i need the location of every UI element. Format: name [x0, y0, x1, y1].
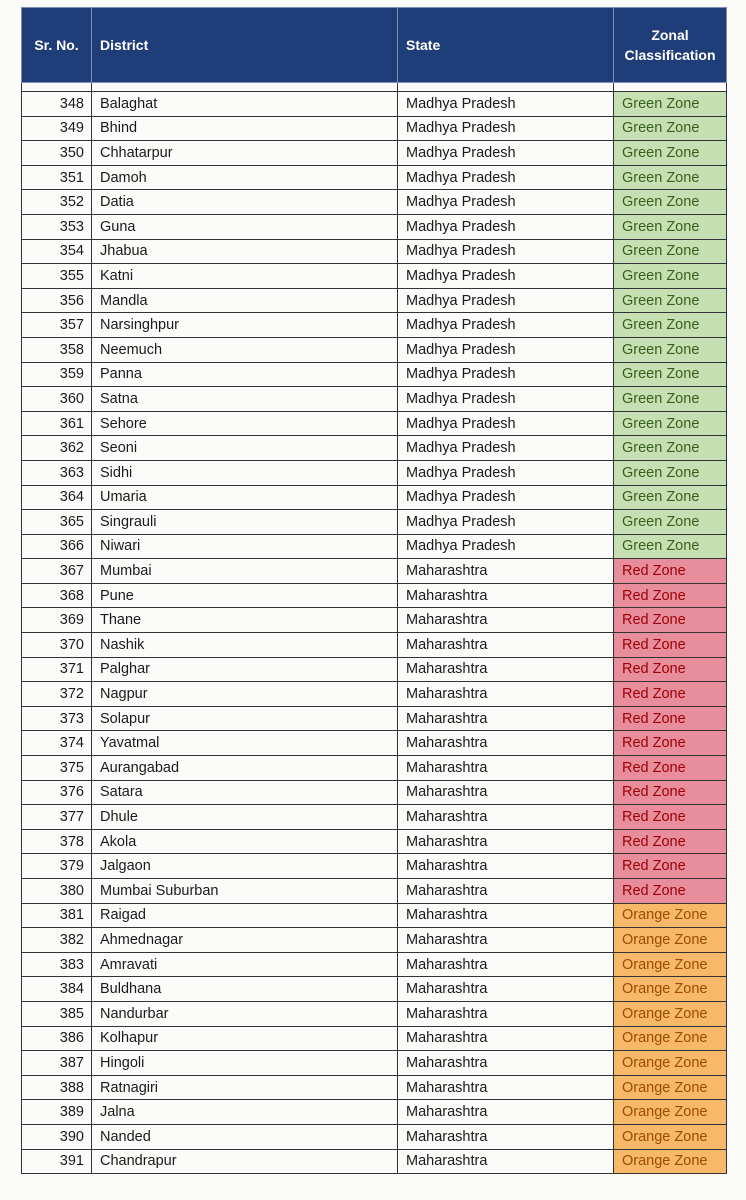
district-cell: Neemuch [92, 337, 398, 362]
sr-no-cell: 376 [22, 780, 92, 805]
district-cell: Ratnagiri [92, 1075, 398, 1100]
state-cell: Maharashtra [398, 682, 614, 707]
sr-no-cell: 378 [22, 829, 92, 854]
zone-cell: Red Zone [614, 780, 727, 805]
zone-cell: Orange Zone [614, 952, 727, 977]
state-cell: Madhya Pradesh [398, 288, 614, 313]
table-header [22, 8, 727, 83]
table-row [22, 928, 727, 953]
sr-no-cell: 363 [22, 460, 92, 485]
state-cell: Maharashtra [398, 977, 614, 1002]
spacer-cell [614, 83, 727, 92]
table-row [22, 756, 727, 781]
state-cell: Madhya Pradesh [398, 92, 614, 117]
sr-no-cell: 364 [22, 485, 92, 510]
zonal-classification-table [21, 7, 727, 1174]
zone-cell: Orange Zone [614, 1051, 727, 1076]
sr-no-cell: 355 [22, 264, 92, 289]
district-cell: Chhatarpur [92, 141, 398, 166]
district-cell: Jalna [92, 1100, 398, 1125]
state-cell: Maharashtra [398, 1051, 614, 1076]
district-cell: Solapur [92, 706, 398, 731]
district-cell: Niwari [92, 534, 398, 559]
sr-no-cell: 368 [22, 583, 92, 608]
state-cell: Madhya Pradesh [398, 214, 614, 239]
sr-no-cell: 358 [22, 337, 92, 362]
zone-cell: Red Zone [614, 756, 727, 781]
sr-no-cell: 387 [22, 1051, 92, 1076]
zone-cell: Green Zone [614, 387, 727, 412]
zone-cell: Orange Zone [614, 977, 727, 1002]
sr-no-cell: 350 [22, 141, 92, 166]
district-cell: Dhule [92, 805, 398, 830]
sr-no-cell: 356 [22, 288, 92, 313]
state-cell: Maharashtra [398, 633, 614, 658]
state-cell: Madhya Pradesh [398, 534, 614, 559]
state-cell: Maharashtra [398, 854, 614, 879]
sr-no-cell: 380 [22, 879, 92, 904]
zone-cell: Green Zone [614, 214, 727, 239]
state-cell: Maharashtra [398, 1026, 614, 1051]
table-body [22, 83, 727, 1174]
table-row [22, 214, 727, 239]
district-cell: Jalgaon [92, 854, 398, 879]
sr-no-cell: 362 [22, 436, 92, 461]
district-cell: Aurangabad [92, 756, 398, 781]
district-cell: Sehore [92, 411, 398, 436]
state-cell: Maharashtra [398, 903, 614, 928]
district-cell: Datia [92, 190, 398, 215]
sr-no-cell: 391 [22, 1149, 92, 1174]
table-row [22, 485, 727, 510]
table-row [22, 92, 727, 117]
zone-cell: Green Zone [614, 141, 727, 166]
zone-cell: Green Zone [614, 190, 727, 215]
state-cell: Maharashtra [398, 657, 614, 682]
table-row [22, 313, 727, 338]
zone-cell: Green Zone [614, 264, 727, 289]
state-cell: Maharashtra [398, 756, 614, 781]
header-zonal-classification [614, 8, 727, 83]
header-state: State [398, 8, 614, 83]
zone-cell: Red Zone [614, 805, 727, 830]
sr-no-cell: 359 [22, 362, 92, 387]
sr-no-cell: 367 [22, 559, 92, 584]
zone-cell: Green Zone [614, 313, 727, 338]
zone-cell: Red Zone [614, 657, 727, 682]
sr-no-cell: 377 [22, 805, 92, 830]
sr-no-cell: 388 [22, 1075, 92, 1100]
spacer-cell [92, 83, 398, 92]
state-cell: Maharashtra [398, 1075, 614, 1100]
state-cell: Madhya Pradesh [398, 510, 614, 535]
table-row [22, 337, 727, 362]
header-zonal-line1: Zonal [651, 27, 689, 43]
district-cell: Ahmednagar [92, 928, 398, 953]
zone-cell: Green Zone [614, 116, 727, 141]
sr-no-cell: 382 [22, 928, 92, 953]
state-cell: Maharashtra [398, 805, 614, 830]
table-row [22, 608, 727, 633]
sr-no-cell: 390 [22, 1124, 92, 1149]
state-cell: Madhya Pradesh [398, 116, 614, 141]
sr-no-cell: 348 [22, 92, 92, 117]
district-cell: Chandrapur [92, 1149, 398, 1174]
table-row [22, 116, 727, 141]
state-cell: Madhya Pradesh [398, 239, 614, 264]
district-cell: Mumbai Suburban [92, 879, 398, 904]
zone-cell: Red Zone [614, 559, 727, 584]
state-cell: Maharashtra [398, 829, 614, 854]
spacer-cell [22, 83, 92, 92]
table-row [22, 1075, 727, 1100]
zone-cell: Orange Zone [614, 1149, 727, 1174]
sr-no-cell: 383 [22, 952, 92, 977]
spacer-cell [398, 83, 614, 92]
state-cell: Madhya Pradesh [398, 264, 614, 289]
state-cell: Maharashtra [398, 780, 614, 805]
table-row [22, 239, 727, 264]
zone-cell: Green Zone [614, 460, 727, 485]
zone-cell: Red Zone [614, 854, 727, 879]
state-cell: Maharashtra [398, 731, 614, 756]
state-cell: Madhya Pradesh [398, 436, 614, 461]
zone-cell: Orange Zone [614, 1026, 727, 1051]
sr-no-cell: 372 [22, 682, 92, 707]
zone-cell: Red Zone [614, 829, 727, 854]
district-cell: Palghar [92, 657, 398, 682]
zone-cell: Orange Zone [614, 1075, 727, 1100]
zone-cell: Red Zone [614, 879, 727, 904]
district-cell: Balaghat [92, 92, 398, 117]
state-cell: Maharashtra [398, 559, 614, 584]
sr-no-cell: 349 [22, 116, 92, 141]
table-row [22, 460, 727, 485]
sr-no-cell: 366 [22, 534, 92, 559]
district-cell: Thane [92, 608, 398, 633]
state-cell: Madhya Pradesh [398, 337, 614, 362]
district-cell: Nashik [92, 633, 398, 658]
district-cell: Mandla [92, 288, 398, 313]
sr-no-cell: 379 [22, 854, 92, 879]
table-row [22, 436, 727, 461]
zone-cell: Green Zone [614, 239, 727, 264]
table-row [22, 805, 727, 830]
zone-cell: Red Zone [614, 682, 727, 707]
table-row [22, 411, 727, 436]
table-row [22, 190, 727, 215]
district-cell: Raigad [92, 903, 398, 928]
zone-cell: Red Zone [614, 583, 727, 608]
state-cell: Madhya Pradesh [398, 313, 614, 338]
zone-cell: Green Zone [614, 510, 727, 535]
zone-cell: Red Zone [614, 633, 727, 658]
district-cell: Nandurbar [92, 1001, 398, 1026]
state-cell: Madhya Pradesh [398, 141, 614, 166]
table-row [22, 879, 727, 904]
district-cell: Narsinghpur [92, 313, 398, 338]
district-cell: Yavatmal [92, 731, 398, 756]
table-row [22, 387, 727, 412]
zone-cell: Orange Zone [614, 1001, 727, 1026]
district-cell: Satna [92, 387, 398, 412]
district-cell: Singrauli [92, 510, 398, 535]
sr-no-cell: 374 [22, 731, 92, 756]
district-cell: Guna [92, 214, 398, 239]
table-row [22, 977, 727, 1002]
zone-cell: Orange Zone [614, 1100, 727, 1125]
zone-cell: Orange Zone [614, 903, 727, 928]
table-row [22, 1026, 727, 1051]
table-row [22, 706, 727, 731]
state-cell: Maharashtra [398, 1001, 614, 1026]
sr-no-cell: 370 [22, 633, 92, 658]
sr-no-cell: 385 [22, 1001, 92, 1026]
table-row [22, 731, 727, 756]
table-row [22, 780, 727, 805]
header-row [22, 8, 727, 83]
table-row [22, 510, 727, 535]
table-row [22, 1149, 727, 1174]
sr-no-cell: 351 [22, 165, 92, 190]
zone-cell: Green Zone [614, 485, 727, 510]
table-row [22, 903, 727, 928]
district-cell: Damoh [92, 165, 398, 190]
zone-cell: Green Zone [614, 534, 727, 559]
district-cell: Amravati [92, 952, 398, 977]
state-cell: Maharashtra [398, 583, 614, 608]
zone-cell: Green Zone [614, 288, 727, 313]
zone-cell: Red Zone [614, 731, 727, 756]
zone-cell: Green Zone [614, 337, 727, 362]
state-cell: Maharashtra [398, 879, 614, 904]
spacer-row [22, 83, 727, 92]
table-row [22, 1051, 727, 1076]
zone-cell: Orange Zone [614, 1124, 727, 1149]
sr-no-cell: 360 [22, 387, 92, 412]
district-cell: Seoni [92, 436, 398, 461]
zone-cell: Green Zone [614, 436, 727, 461]
state-cell: Maharashtra [398, 1149, 614, 1174]
table-row [22, 362, 727, 387]
state-cell: Madhya Pradesh [398, 190, 614, 215]
table-row [22, 1001, 727, 1026]
district-cell: Nagpur [92, 682, 398, 707]
zone-cell: Red Zone [614, 706, 727, 731]
sr-no-cell: 354 [22, 239, 92, 264]
state-cell: Maharashtra [398, 706, 614, 731]
zone-cell: Red Zone [614, 608, 727, 633]
district-cell: Kolhapur [92, 1026, 398, 1051]
sr-no-cell: 357 [22, 313, 92, 338]
table-row [22, 952, 727, 977]
district-cell: Sidhi [92, 460, 398, 485]
table-row [22, 682, 727, 707]
state-cell: Madhya Pradesh [398, 460, 614, 485]
state-cell: Madhya Pradesh [398, 387, 614, 412]
state-cell: Maharashtra [398, 928, 614, 953]
district-cell: Jhabua [92, 239, 398, 264]
table-row [22, 559, 727, 584]
district-cell: Mumbai [92, 559, 398, 584]
sr-no-cell: 373 [22, 706, 92, 731]
state-cell: Madhya Pradesh [398, 362, 614, 387]
zone-cell: Green Zone [614, 362, 727, 387]
district-cell: Akola [92, 829, 398, 854]
district-cell: Pune [92, 583, 398, 608]
table-row [22, 288, 727, 313]
district-cell: Hingoli [92, 1051, 398, 1076]
header-district: District [92, 8, 398, 83]
state-cell: Maharashtra [398, 1100, 614, 1125]
state-cell: Madhya Pradesh [398, 165, 614, 190]
sr-no-cell: 365 [22, 510, 92, 535]
sr-no-cell: 389 [22, 1100, 92, 1125]
sr-no-cell: 371 [22, 657, 92, 682]
table-row [22, 657, 727, 682]
table-row [22, 1100, 727, 1125]
zone-cell: Orange Zone [614, 928, 727, 953]
table-row [22, 854, 727, 879]
sr-no-cell: 386 [22, 1026, 92, 1051]
header-zonal-line2: Classification [624, 47, 716, 63]
sr-no-cell: 381 [22, 903, 92, 928]
district-cell: Katni [92, 264, 398, 289]
document-page [21, 7, 726, 1174]
table-row [22, 633, 727, 658]
state-cell: Maharashtra [398, 608, 614, 633]
table-row [22, 165, 727, 190]
sr-no-cell: 375 [22, 756, 92, 781]
district-cell: Nanded [92, 1124, 398, 1149]
state-cell: Madhya Pradesh [398, 411, 614, 436]
zone-cell: Green Zone [614, 165, 727, 190]
zone-cell: Green Zone [614, 92, 727, 117]
table-row [22, 829, 727, 854]
district-cell: Buldhana [92, 977, 398, 1002]
state-cell: Madhya Pradesh [398, 485, 614, 510]
table-row [22, 141, 727, 166]
table-row [22, 264, 727, 289]
sr-no-cell: 369 [22, 608, 92, 633]
table-row [22, 534, 727, 559]
district-cell: Satara [92, 780, 398, 805]
sr-no-cell: 361 [22, 411, 92, 436]
sr-no-cell: 384 [22, 977, 92, 1002]
district-cell: Panna [92, 362, 398, 387]
table-row [22, 583, 727, 608]
state-cell: Maharashtra [398, 952, 614, 977]
district-cell: Bhind [92, 116, 398, 141]
sr-no-cell: 352 [22, 190, 92, 215]
table-row [22, 1124, 727, 1149]
district-cell: Umaria [92, 485, 398, 510]
state-cell: Maharashtra [398, 1124, 614, 1149]
header-sr-no: Sr. No. [22, 8, 92, 83]
sr-no-cell: 353 [22, 214, 92, 239]
zone-cell: Green Zone [614, 411, 727, 436]
